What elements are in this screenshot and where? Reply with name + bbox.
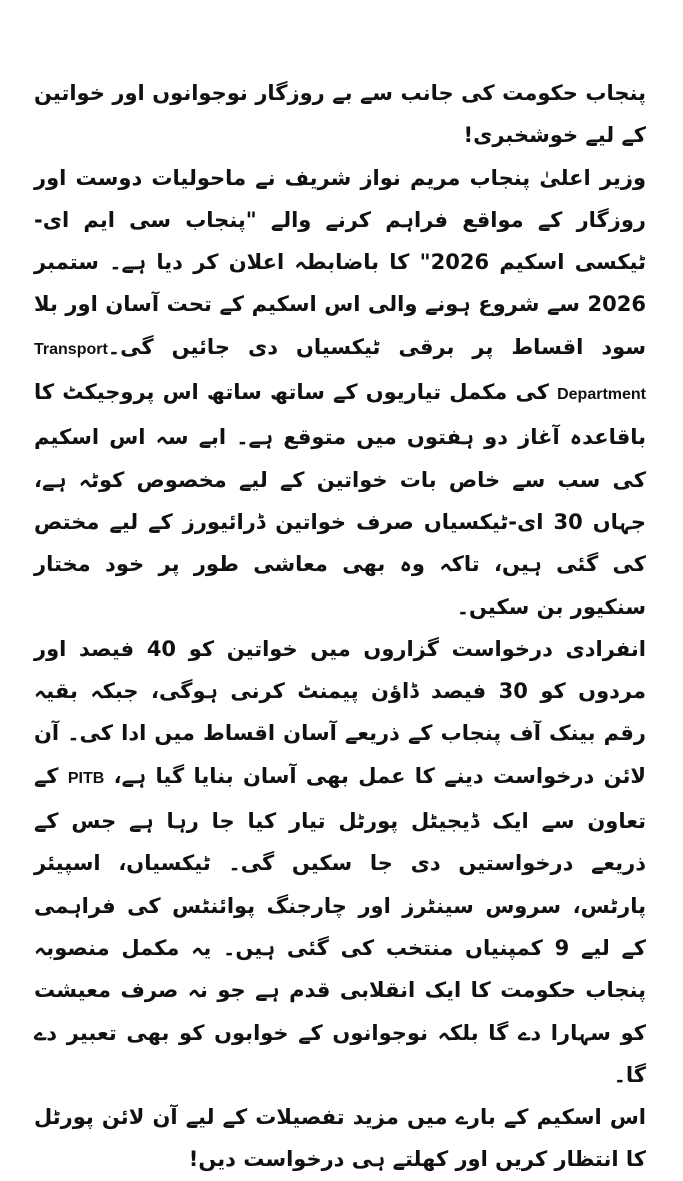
paragraph-text: کے تعاون سے ایک ڈیجیٹل پورٹل تیار کیا جا رہا ہے جس کے ذریعے درخواستیں دی جا سکیں گی۔ ٹیکسیاں، اسپیئر پارٹس، سروس سینٹرز اور چارجنگ پوائنٹس کی فراہمی کے لیے 9 کمپنیاں منتخب کی گئی ہیں۔ یہ مکمل منصوبہ پنجاب حکومت کا ایک انقلابی قدم ہے جو نہ صرف معیشت کو سہارا دے گا بلکہ نوجوانوں کے خوابوں کو بھی تعبیر دے گا۔ [34,763,646,1087]
paragraph-text: انفرادی درخواست گزاروں میں خواتین کو 40 فیصد اور مردوں کو 30 فیصد ڈاؤن پیمنٹ کرنی ہوگی، جبکہ بقیہ رقم بینک آف پنجاب کے ذریعے آسان اقساط میں ادا کی۔ آن لائن درخواست دینے کا عمل بھی آسان بنایا گیا ہے، [34,636,647,788]
paragraph-text: وزیر اعلیٰ پنجاب مریم نواز شریف نے ماحولیات دوست اور روزگار کے مواقع فراہم کرنے والے "پنجاب سی ایم ای-ٹیکسی اسکیم 2026" کا باضابطہ اعلان کر دیا ہے۔ ستمبر 2026 سے شروع ہونے والی اس اسکیم کے تحت آسان اور بلا سود اقساط پر برقی ٹیکسیاں دی جائیں گی۔ [34,165,646,359]
paragraph-announcement [34,157,646,628]
paragraph-details [34,628,646,1096]
headline: پنجاب حکومت کی جانب سے بے روزگار نوجوانوں اور خواتین کے لیے خوشخبری! [34,81,646,148]
paragraph-text: اس اسکیم کے بارے میں مزید تفصیلات کے لیے آن لائن پورٹل کا انتظار کریں اور کھلتے ہی درخواست دیں! [34,1105,646,1172]
english-term-pitb: PITB [67,769,105,787]
english-term-transport-department: Transport Department [34,340,646,404]
paragraph-text: کی مکمل تیاریوں کے ساتھ ساتھ اس پروجیکٹ کا باقاعدہ آغاز دو ہفتوں میں متوقع ہے۔ ابے سہ اس اسکیم کی سب سے خاص بات خواتین کے لیے مخصوص کوٹہ ہے، جہاں 30 ای-ٹیکسیاں صرف خواتین ڈرائیورز کے لیے مختص کی گئی ہیں، تاکہ وہ بھی معاشی طور پر خود مختار سنکیور بن سکیں۔ [34,380,646,619]
article-body [34,72,646,1181]
paragraph-closing [34,1096,646,1181]
